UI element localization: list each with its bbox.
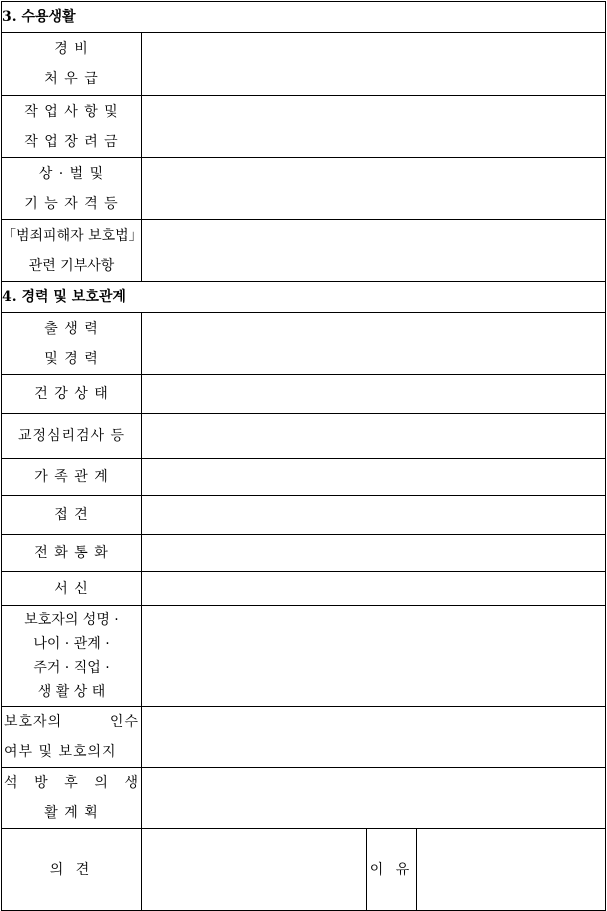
label-line: 상 · 벌 및 xyxy=(38,165,105,182)
value-security-grade[interactable] xyxy=(142,33,606,96)
label-guardian-willingness xyxy=(2,707,142,768)
release-review-form xyxy=(1,1,606,911)
value-guardian-info[interactable] xyxy=(142,606,606,707)
label-line: 생 활 상 태 xyxy=(37,684,106,700)
label-line: 전 화 통 화 xyxy=(34,545,109,561)
label-psych-test xyxy=(2,414,142,459)
label-birth-and-career xyxy=(2,313,142,375)
label-line: 출 생 력 xyxy=(44,320,99,337)
label-victim-protection-donation xyxy=(2,220,142,282)
label-line: 작 업 장 려 금 xyxy=(24,133,119,150)
value-reason[interactable] xyxy=(417,829,606,911)
value-letters[interactable] xyxy=(142,572,606,606)
label-line: 작 업 사 항 및 xyxy=(24,103,119,120)
value-post-release-plan[interactable] xyxy=(142,768,606,829)
label-line: 나이 · 관계 · xyxy=(33,636,110,652)
label-line: 보호자의 인수 xyxy=(4,714,139,730)
label-line: 기 능 자 격 등 xyxy=(24,195,119,212)
label-line: 경 비 xyxy=(54,41,89,57)
label-line: 여부 및 보호의지 xyxy=(4,744,117,760)
label-post-release-plan xyxy=(2,768,142,829)
label-line: 석 방 후 의 생 xyxy=(4,775,139,791)
label-health xyxy=(2,375,142,414)
value-guardian-willingness[interactable] xyxy=(142,707,606,768)
label-opinion: 의 견 xyxy=(2,829,142,911)
value-visits[interactable] xyxy=(142,496,606,535)
label-line: 가 족 관 계 xyxy=(34,469,109,485)
label-line: 관련 기부사항 xyxy=(28,257,115,274)
value-family[interactable] xyxy=(142,459,606,496)
label-work-and-incentive xyxy=(2,96,142,158)
label-reason: 이 유 xyxy=(367,829,417,911)
label-family xyxy=(2,459,142,496)
label-line: 처 우 급 xyxy=(44,71,99,87)
label-rewards-penalties xyxy=(2,158,142,220)
section-3-heading: 3. 수용생활 xyxy=(2,2,606,33)
value-opinion[interactable] xyxy=(142,829,367,911)
label-guardian-info xyxy=(2,606,142,707)
value-work-and-incentive[interactable] xyxy=(142,96,606,158)
label-line: 접 견 xyxy=(54,507,89,523)
label-line: 서 신 xyxy=(54,580,89,597)
value-birth-and-career[interactable] xyxy=(142,313,606,375)
label-visits xyxy=(2,496,142,535)
label-line: 활 계 획 xyxy=(44,805,99,821)
value-victim-protection-donation[interactable] xyxy=(142,220,606,282)
label-line: 건 강 상 태 xyxy=(34,386,109,402)
label-phone-calls xyxy=(2,535,142,572)
label-line: 보호자의 성명 · xyxy=(24,612,119,628)
value-health[interactable] xyxy=(142,375,606,414)
label-line: 교정심리검사 등 xyxy=(17,428,126,444)
value-psych-test[interactable] xyxy=(142,414,606,459)
label-line: 주거 · 직업 · xyxy=(33,660,110,676)
value-phone-calls[interactable] xyxy=(142,535,606,572)
label-line: 「범죄피해자 보호법」 xyxy=(2,227,143,244)
section-4-heading: 4. 경력 및 보호관계 xyxy=(2,282,606,313)
label-line: 및 경 력 xyxy=(44,350,99,367)
value-rewards-penalties[interactable] xyxy=(142,158,606,220)
label-security-grade xyxy=(2,33,142,96)
label-letters xyxy=(2,572,142,606)
